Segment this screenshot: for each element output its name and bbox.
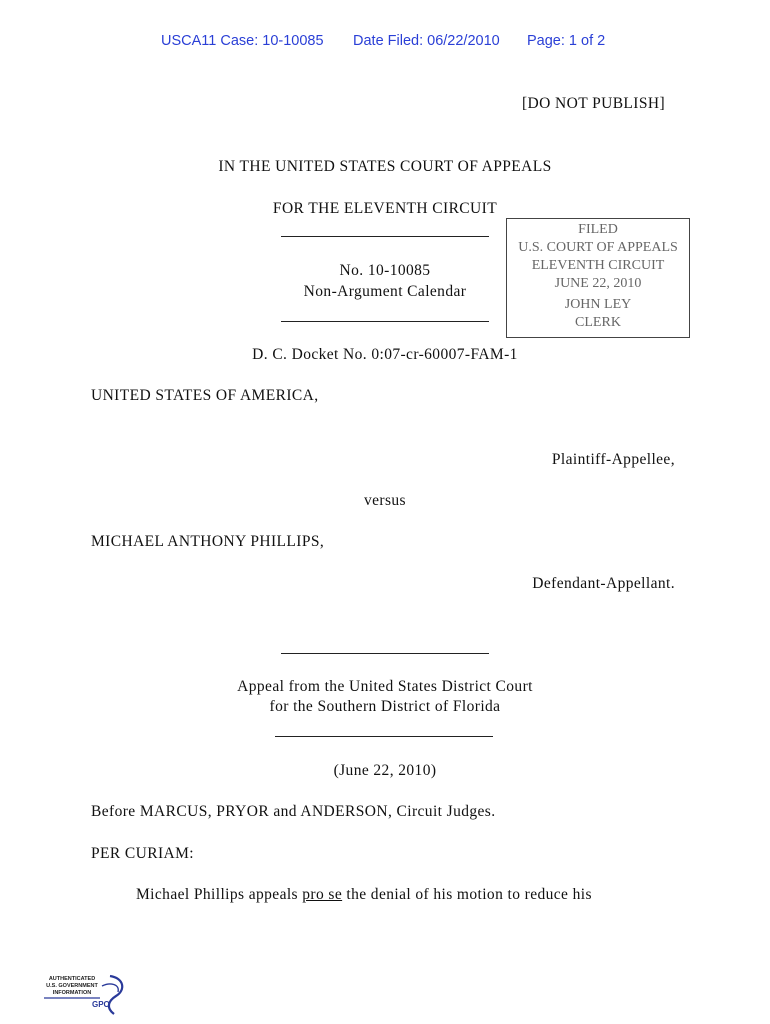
opinion-first-line — [136, 886, 592, 904]
plaintiff-role: Plaintiff-Appellee, — [551, 451, 675, 468]
case-number: No. 10-10085 — [339, 262, 431, 279]
publish-note: [DO NOT PUBLISH] — [522, 95, 666, 112]
court-name: IN THE UNITED STATES COURT OF APPEALS — [218, 158, 552, 175]
filed-stamp-clerk-name: JOHN LEY — [564, 297, 632, 312]
filed-stamp-line: ELEVENTH CIRCUIT — [531, 258, 665, 273]
gpo-authenticated-logo — [40, 972, 130, 1018]
case-number-header: USCA11 Case: 10-10085 — [161, 33, 324, 49]
filed-stamp — [506, 218, 690, 338]
docket-number: D. C. Docket No. 0:07-cr-60007-FAM-1 — [252, 346, 518, 363]
defendant-name: MICHAEL ANTHONY PHILLIPS, — [91, 533, 325, 550]
pro-se-term: pro se — [302, 886, 343, 903]
body-text: Michael Phillips appeals — [136, 886, 303, 903]
appeal-source-line2: for the Southern District of Florida — [269, 698, 501, 715]
calendar-type: Non-Argument Calendar — [303, 283, 467, 300]
filed-stamp-clerk-title: CLERK — [575, 315, 621, 330]
divider — [281, 321, 489, 322]
panel-judges: Before MARCUS, PRYOR and ANDERSON, Circuit Judges. — [91, 803, 496, 820]
logo-text: U.S. GOVERNMENT — [46, 983, 98, 989]
appeal-source-line1: Appeal from the United States District Court — [237, 678, 533, 695]
filed-stamp-line: FILED — [578, 222, 618, 237]
page-count-header: Page: 1 of 2 — [527, 33, 606, 49]
defendant-role: Defendant-Appellant. — [532, 575, 675, 592]
filed-stamp-date: JUNE 22, 2010 — [554, 276, 642, 291]
body-text: the denial of his motion to reduce his — [342, 886, 592, 903]
divider — [275, 736, 493, 737]
date-filed-header: Date Filed: 06/22/2010 — [353, 33, 500, 49]
logo-text: GPO — [92, 1000, 110, 1009]
per-curiam-label: PER CURIAM: — [91, 845, 195, 862]
logo-text: AUTHENTICATED — [48, 976, 96, 982]
logo-text: INFORMATION — [52, 990, 92, 996]
versus-label: versus — [363, 492, 406, 509]
plaintiff-name: UNITED STATES OF AMERICA, — [91, 387, 319, 404]
filed-stamp-line: U.S. COURT OF APPEALS — [518, 240, 678, 255]
decision-date: (June 22, 2010) — [333, 762, 437, 779]
divider — [281, 236, 489, 237]
circuit-name: FOR THE ELEVENTH CIRCUIT — [272, 200, 498, 217]
divider — [281, 653, 489, 654]
